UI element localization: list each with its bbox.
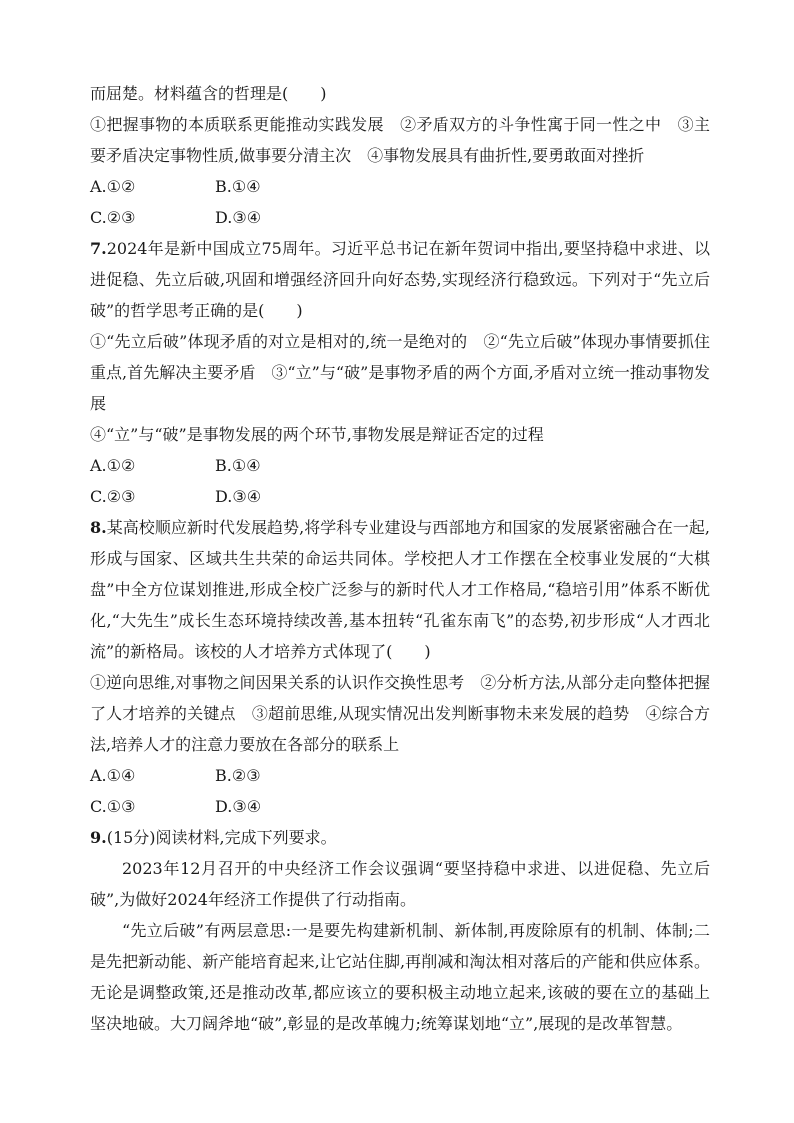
q6-option-d[interactable]: D.③④ — [215, 208, 262, 227]
q7-option-d[interactable]: D.③④ — [215, 487, 262, 506]
q8-number: 8. — [90, 518, 107, 537]
q6-option-a[interactable]: A.①② — [90, 177, 136, 196]
q8-option-c[interactable]: C.①③ — [90, 797, 136, 816]
q7-options-row-1 — [90, 450, 710, 481]
q6-option-b[interactable]: B.①④ — [215, 177, 261, 196]
q7-statements-b: ④“立”与“破”是事物发展的两个环节,事物发展是辩证否定的过程 — [90, 425, 544, 444]
q8-option-d[interactable]: D.③④ — [215, 797, 262, 816]
q9-stem — [90, 822, 710, 853]
q8-option-a[interactable]: A.①④ — [90, 766, 136, 785]
q8-stem — [90, 512, 710, 667]
q9-stem-text: (15分)阅读材料,完成下列要求。 — [106, 828, 337, 847]
q8-option-b[interactable]: B.②③ — [215, 766, 261, 785]
q8-options-row-2 — [90, 791, 710, 822]
q9-number: 9. — [90, 828, 107, 847]
q7-option-b[interactable]: B.①④ — [215, 456, 261, 475]
q8-statements: ①逆向思维,对事物之间因果关系的认识作交换性思考 ②分析方法,从部分走向整体把握了人才培养的关键点 ③超前思维,从现实情况出发判断事物未来发展的趋势 ④综合方法,培养人才的注意力要放在各部分的联系上 — [90, 673, 710, 754]
q6-stem-tail: 而屈楚。材料蕴含的哲理是( ) — [90, 84, 327, 103]
q6-option-c[interactable]: C.②③ — [90, 208, 136, 227]
q6-options-row-2 — [90, 202, 710, 233]
q7-statements-a: ①“先立后破”体现矛盾的对立是相对的,统一是绝对的 ②“先立后破”体现办事情要抓住重点,首先解决主要矛盾 ③“立”与“破”是事物矛盾的两个方面,矛盾对立统一推动事物发展 — [90, 332, 710, 413]
q9-material-para-2: “先立后破”有两层意思:一是要先构建新机制、新体制,再废除原有的机制、体制;二是先把新动能、新产能培育起来,让它站住脚,再削减和淘汰相对落后的产能和供应体系。无论是调整政策,还是推动改革,都应该立的要积极主动地立起来,该破的要在立的基础上坚决地破。大刀阔斧地“破”,彰显的是改革魄力;统筹谋划地“立”,展现的是改革智慧。 — [90, 921, 710, 1033]
q9-material-para-1: 2023年12月召开的中央经济工作会议强调“要坚持稳中求进、以进促稳、先立后破”,为做好2024年经济工作提供了行动指南。 — [90, 859, 710, 909]
document-page — [90, 78, 710, 1039]
q8-stem-text: 某高校顺应新时代发展趋势,将学科专业建设与西部地方和国家的发展紧密融合在一起,形成与国家、区域共生共荣的命运共同体。学校把人才工作摆在全校事业发展的“大棋盘”中全方位谋划推进,形成全校广泛参与的新时代人才工作格局,“稳培引用”体系不断优化,“大先生”成长生态环境持续改善,基本扭转“孔雀东南飞”的态势,初步形成“人才西北流”的新格局。该校的人才培养方式体现了( ) — [90, 518, 710, 661]
q7-stem-text: 2024年是新中国成立75周年。习近平总书记在新年贺词中指出,要坚持稳中求进、以进促稳、先立后破,巩固和增强经济回升向好态势,实现经济行稳致远。下列对于“先立后破”的哲学思考正确的是( ) — [90, 239, 710, 320]
q7-option-c[interactable]: C.②③ — [90, 487, 136, 506]
q6-options-row-1 — [90, 171, 710, 202]
q8-options-row-1 — [90, 760, 710, 791]
q7-number: 7. — [90, 239, 107, 258]
q6-statements: ①把握事物的本质联系更能推动实践发展 ②矛盾双方的斗争性寓于同一性之中 ③主要矛盾决定事物性质,做事要分清主次 ④事物发展具有曲折性,要勇敢面对挫折 — [90, 115, 710, 165]
q7-stem — [90, 233, 710, 326]
q7-options-row-2 — [90, 481, 710, 512]
q7-option-a[interactable]: A.①② — [90, 456, 136, 475]
